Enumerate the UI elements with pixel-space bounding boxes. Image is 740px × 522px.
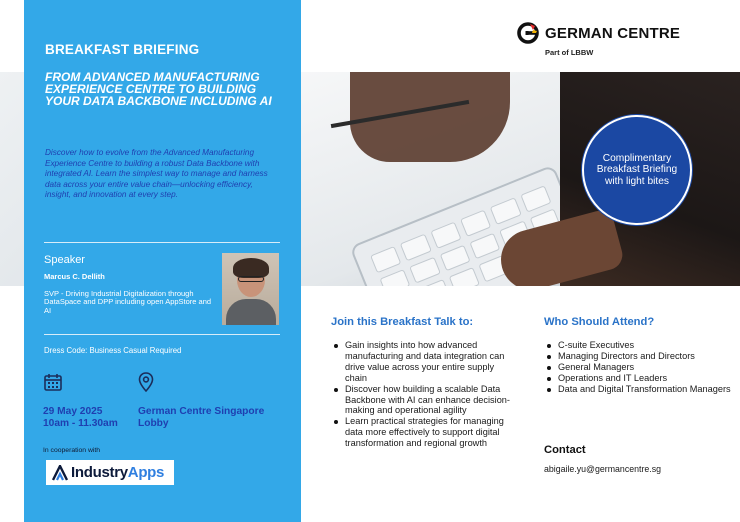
contact-section — [544, 444, 661, 474]
speaker-label: Speaker — [44, 254, 85, 266]
join-item: Learn practical strategies for managing data more effectively to support digital transformation and regional growth — [331, 416, 511, 449]
badge-text: Complimentary Breakfast Briefing with light bites — [596, 152, 678, 187]
event-date: 29 May 2025 — [43, 406, 103, 417]
event-kicker: BREAKFAST BRIEFING — [45, 42, 200, 57]
brand-name: GERMAN CENTRE — [545, 24, 681, 42]
partner-logo — [46, 460, 174, 485]
map-pin-icon — [138, 372, 154, 392]
audience-item: Managing Directors and Directors — [544, 351, 734, 362]
divider-bottom — [44, 334, 280, 335]
speaker-photo — [222, 253, 279, 325]
event-date-time — [43, 406, 118, 430]
german-centre-g-emblem — [517, 22, 539, 44]
event-panel — [24, 0, 301, 522]
audience-item: Operations and IT Leaders — [544, 373, 734, 384]
cooperation-label: In cooperation with — [43, 447, 101, 454]
dress-code: Dress Code: Business Casual Required — [44, 346, 182, 355]
partner-name-part2: Apps — [127, 464, 165, 481]
divider-top — [44, 242, 280, 243]
venue-name: German Centre Singapore — [138, 406, 265, 417]
complimentary-badge — [582, 115, 692, 225]
contact-heading: Contact — [544, 444, 586, 456]
contact-email[interactable]: abigaile.yu@germancentre.sg — [544, 464, 662, 474]
industryapps-mark-icon — [52, 465, 68, 481]
event-intro: Discover how to evolve from the Advanced Manufacturing Experience Centre to building a robust Data Backbone with integrated AI. Learn the simplest way to manage and harness data across your entire value chain—unlocking efficiency, insight, and innovation at every step. — [45, 148, 268, 200]
audience-item: Data and Digital Transformation Managers — [544, 384, 734, 395]
event-venue — [138, 406, 264, 429]
event-time: 10am - 11.30am — [43, 418, 118, 429]
join-section — [331, 316, 511, 449]
join-list — [331, 340, 511, 449]
brand-subline: Part of LBBW — [545, 48, 594, 57]
audience-item: General Managers — [544, 362, 734, 373]
audience-section — [544, 316, 734, 395]
join-heading: Join this Breakfast Talk to: — [331, 316, 474, 328]
german-centre-logo — [517, 22, 681, 57]
speaker-role: SVP - Driving Industrial Digitalization through DataSpace and DPP including open AppStore and AI — [44, 289, 212, 315]
calendar-icon — [44, 373, 62, 391]
event-headline: FROM ADVANCED MANUFACTURING EXPERIENCE CENTRE TO BUILDING YOUR DATA BACKBONE INCLUDING AI — [45, 70, 272, 108]
audience-item: C-suite Executives — [544, 340, 734, 351]
join-item: Gain insights into how advanced manufacturing and data integration can drive value across your entire supply chain — [331, 340, 511, 384]
audience-heading: Who Should Attend? — [544, 316, 655, 328]
join-item: Discover how building a scalable Data Backbone with AI can enhance decision-making and operational agility — [331, 384, 511, 417]
speaker-name: Marcus C. Dellith — [44, 272, 105, 281]
audience-list — [544, 340, 734, 395]
partner-name-part1: Industry — [71, 464, 128, 481]
venue-location: Lobby — [138, 417, 169, 429]
